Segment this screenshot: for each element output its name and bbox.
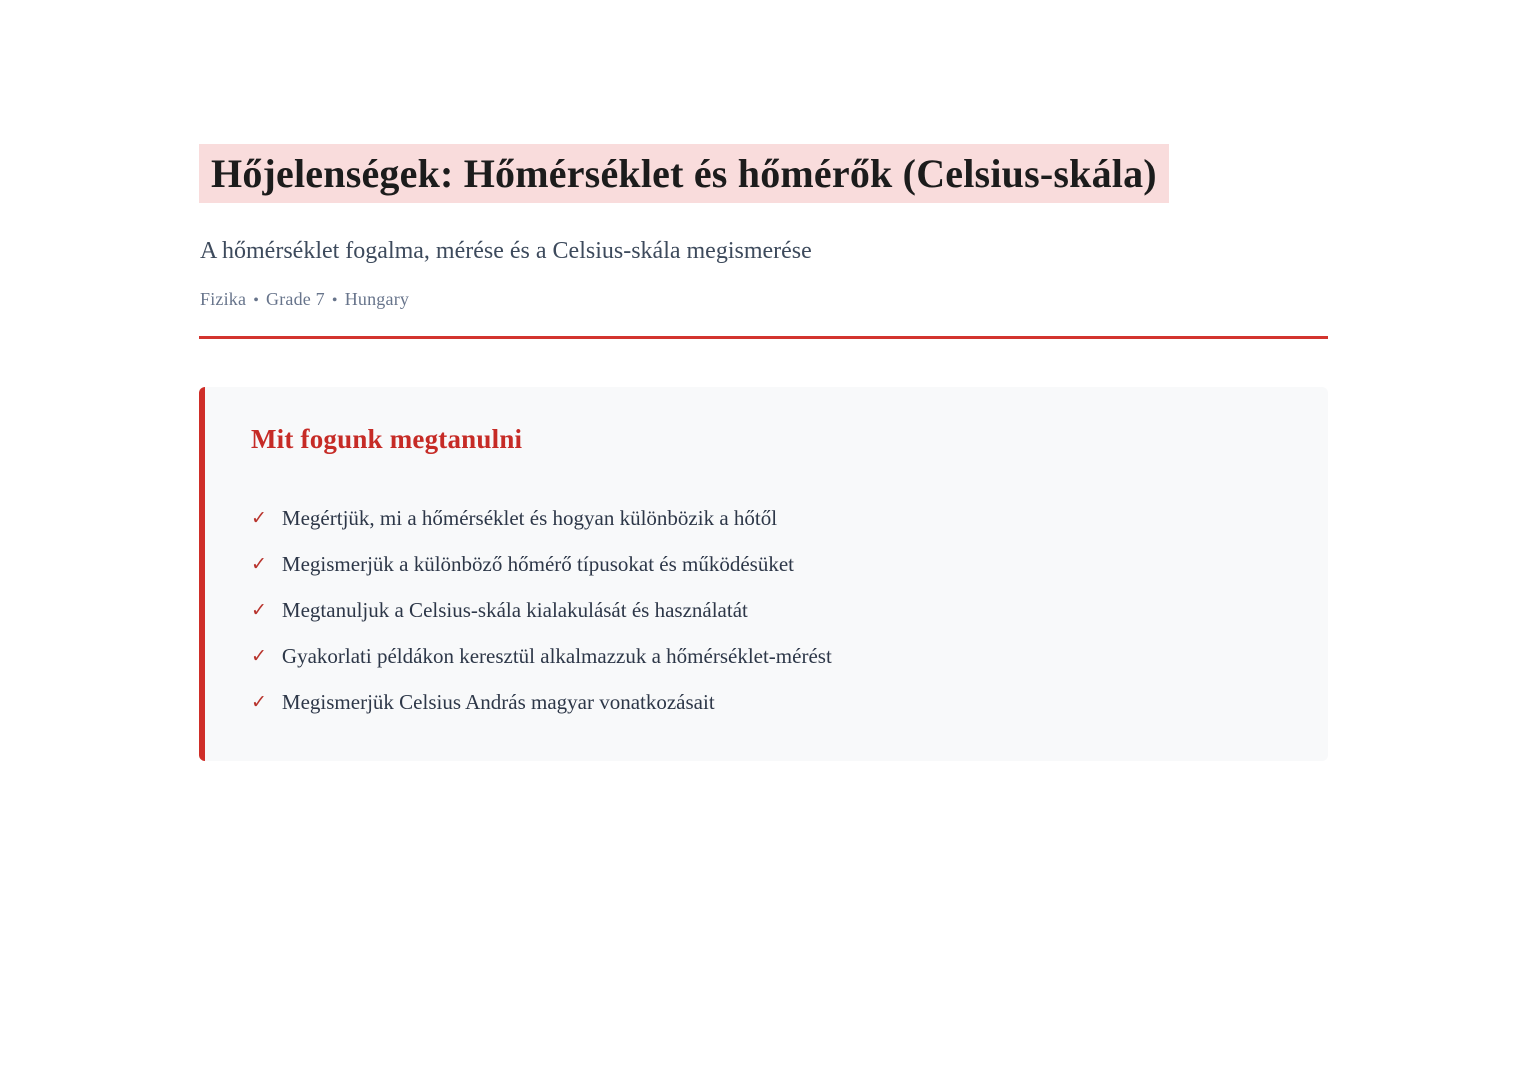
objective-text: Megismerjük a különböző hőmérő típusokat és működésüket [281, 552, 795, 577]
lesson-content [199, 140, 1328, 761]
page-title [199, 140, 1328, 208]
objectives-list [251, 503, 1280, 719]
objective-text: Gyakorlati példákon keresztül alkalmazzuk a hőmérséklet-mérést [281, 644, 832, 669]
lesson-meta [200, 289, 1328, 310]
list-item [251, 687, 1280, 719]
list-item [251, 595, 1280, 627]
meta-grade: Grade 7 [266, 289, 325, 310]
objective-text: Megismerjük Celsius András magyar vonatkozásait [281, 690, 715, 715]
title-highlight: Hőjelenségek: Hőmérséklet és hőmérők (Celsius-skála) [199, 144, 1169, 203]
list-item [251, 503, 1280, 535]
learning-objectives-box [199, 387, 1328, 761]
list-item [251, 641, 1280, 673]
checkmark-icon: ✓ [251, 508, 267, 530]
meta-subject: Fizika [200, 289, 247, 310]
checkmark-icon: ✓ [251, 692, 267, 714]
list-item [251, 549, 1280, 581]
checkmark-icon: ✓ [251, 554, 267, 576]
lesson-subtitle: A hőmérséklet fogalma, mérése és a Celsius-skála megismerése [200, 238, 812, 264]
meta-country: Hungary [344, 289, 410, 310]
checkmark-icon: ✓ [251, 600, 267, 622]
meta-separator: • [253, 292, 260, 310]
section-divider [199, 336, 1328, 339]
learning-box-heading: Mit fogunk megtanulni [251, 424, 523, 455]
meta-separator: • [331, 292, 338, 310]
objective-text: Megtanuljuk a Celsius-skála kialakulását és használatát [281, 598, 748, 623]
objective-text: Megértjük, mi a hőmérséklet és hogyan különbözik a hőtől [281, 506, 778, 531]
checkmark-icon: ✓ [251, 646, 267, 668]
